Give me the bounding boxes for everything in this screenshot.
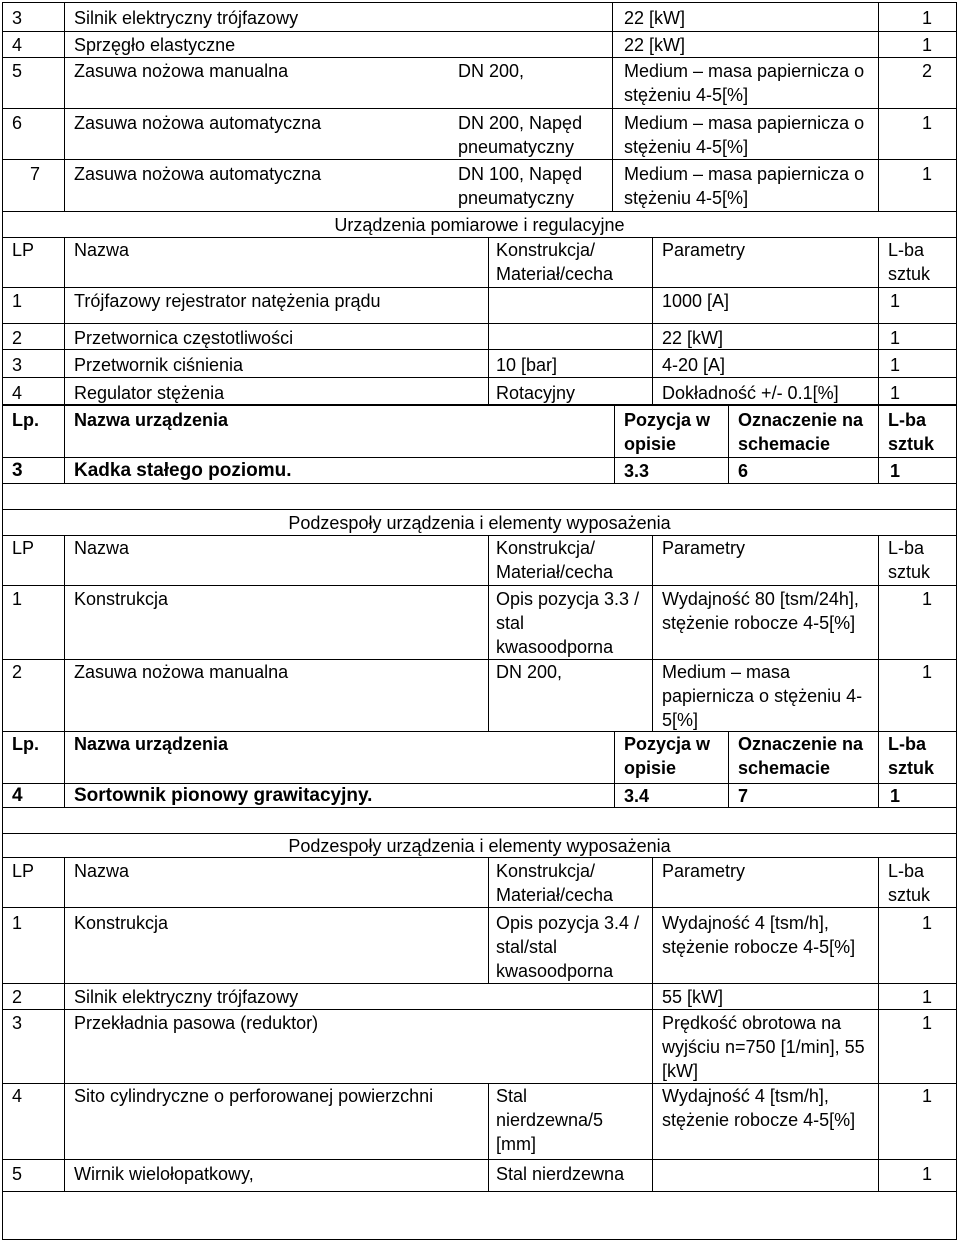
- device-poz: 3.4: [624, 786, 650, 806]
- lp-cell: 2: [12, 328, 23, 348]
- qty-cell: 1: [922, 589, 933, 609]
- header-ozn: Oznaczenie na schemacie: [738, 410, 864, 454]
- device-name: Sortownik pionowy grawitacyjny.: [74, 785, 373, 806]
- qty-cell: 1: [922, 987, 933, 1007]
- header-qty: L-ba sztuk: [888, 734, 935, 778]
- konstr-cell: DN 200,: [458, 61, 525, 81]
- header-ozn: Oznaczenie na schemacie: [738, 734, 864, 778]
- header-qty: L-ba sztuk: [888, 538, 931, 582]
- spacer-row: [2, 484, 957, 510]
- qty-cell: 1: [922, 35, 933, 55]
- header-konstr: Konstrukcja/ Materiał/cecha: [496, 538, 614, 582]
- table-left-border: [2, 2, 3, 1240]
- table-row: [2, 1160, 957, 1192]
- header-param: Parametry: [662, 538, 746, 558]
- table-row: [2, 378, 957, 406]
- table-row: [2, 288, 957, 324]
- name-cell: Sprzęgło elastyczne: [74, 35, 236, 55]
- header-lp: LP: [12, 538, 35, 558]
- device-ozn: 6: [738, 461, 749, 481]
- konstr-cell: DN 200,: [496, 662, 563, 682]
- header-device-name: Nazwa urządzenia: [74, 410, 229, 430]
- konstr-cell: Opis pozycja 3.4 / stal/stal kwasoodporna: [496, 913, 640, 981]
- table-header-row: [2, 238, 957, 288]
- qty-cell: 1: [922, 8, 933, 28]
- table-row: [2, 1010, 957, 1084]
- lp-cell: 1: [12, 291, 23, 311]
- konstr-cell: DN 200, Napęd pneumatyczny: [458, 113, 583, 157]
- qty-cell: 1: [890, 291, 901, 311]
- table-row: [2, 586, 957, 660]
- name-cell: Konstrukcja: [74, 589, 169, 609]
- param-cell: 22 [kW]: [662, 328, 724, 348]
- konstr-cell: Stal nierdzewna/5 [mm]: [496, 1086, 604, 1154]
- table-header-row: [2, 858, 957, 908]
- param-cell: Wydajność 4 [tsm/h], stężenie robocze 4-5[%]: [662, 913, 856, 957]
- param-cell: Medium – masa papiernicza o stężeniu 4-5[%]: [624, 113, 865, 157]
- lp-cell: 4: [12, 1086, 23, 1106]
- lp-cell: 7: [30, 164, 41, 184]
- param-cell: Medium – masa papiernicza o stężeniu 4-5[%]: [624, 164, 865, 208]
- qty-cell: 1: [890, 328, 901, 348]
- param-cell: Medium – masa papiernicza o stężeniu 4-5[%]: [662, 662, 863, 730]
- lp-cell: 2: [12, 662, 23, 682]
- name-cell: Przekładnia pasowa (reduktor): [74, 1013, 319, 1033]
- header-qty: L-ba sztuk: [888, 861, 931, 905]
- konstr-cell: Rotacyjny: [496, 383, 576, 403]
- table-row: [2, 32, 957, 58]
- device-qty: 1: [890, 461, 901, 481]
- table-row: [2, 160, 957, 212]
- name-cell: Sito cylindryczne o perforowanej powierzchni: [74, 1086, 434, 1106]
- header-qty: L-ba sztuk: [888, 410, 935, 454]
- qty-cell: 1: [922, 1086, 933, 1106]
- param-cell: Wydajność 80 [tsm/24h], stężenie robocze 4-5[%]: [662, 589, 859, 633]
- header-qty: L-ba sztuk: [888, 240, 931, 284]
- table-row: [2, 2, 957, 32]
- device-qty: 1: [890, 786, 901, 806]
- param-cell: 22 [kW]: [624, 8, 686, 28]
- lp-cell: 4: [12, 383, 23, 403]
- name-cell: Przetwornik ciśnienia: [74, 355, 244, 375]
- header-lp: Lp.: [12, 734, 39, 754]
- device-header-row: [2, 732, 957, 784]
- name-cell: Silnik elektryczny trójfazowy: [74, 987, 299, 1007]
- qty-cell: 1: [922, 1013, 933, 1033]
- table-row: [2, 984, 957, 1010]
- table-right-border: [956, 2, 957, 1240]
- konstr-cell: 10 [bar]: [496, 355, 558, 375]
- header-lp: Lp.: [12, 410, 39, 430]
- device-poz: 3.3: [624, 461, 650, 481]
- param-cell: 4-20 [A]: [662, 355, 726, 375]
- param-cell: Medium – masa papiernicza o stężeniu 4-5[%]: [624, 61, 865, 105]
- qty-cell: 2: [922, 61, 933, 81]
- param-cell: Dokładność +/- 0.1[%]: [662, 383, 839, 403]
- lp-cell: 3: [12, 355, 23, 375]
- lp-cell: 1: [12, 589, 23, 609]
- konstr-cell: Stal nierdzewna: [496, 1164, 625, 1184]
- empty-row: [2, 1192, 957, 1240]
- lp-cell: 2: [12, 987, 23, 1007]
- lp-cell: 3: [12, 1013, 23, 1033]
- name-cell: Trójfazowy rejestrator natężenia prądu: [74, 291, 381, 311]
- spacer-row: [2, 808, 957, 834]
- header-param: Parametry: [662, 861, 746, 881]
- header-poz: Pozycja w opisie: [624, 410, 711, 454]
- lp-cell: 3: [12, 8, 23, 28]
- qty-cell: 1: [890, 383, 901, 403]
- header-name: Nazwa: [74, 861, 130, 881]
- name-cell: Konstrukcja: [74, 913, 169, 933]
- qty-cell: 1: [922, 913, 933, 933]
- param-cell: 1000 [A]: [662, 291, 730, 311]
- section-title-row: [2, 212, 957, 238]
- header-device-name: Nazwa urządzenia: [74, 734, 229, 754]
- lp-cell: 5: [12, 61, 23, 81]
- name-cell: Zasuwa nożowa automatyczna: [74, 113, 322, 133]
- header-konstr: Konstrukcja/ Materiał/cecha: [496, 240, 614, 284]
- header-lp: LP: [12, 861, 35, 881]
- header-name: Nazwa: [74, 240, 130, 260]
- device-name: Kadka stałego poziomu.: [74, 460, 292, 481]
- lp-cell: 6: [12, 113, 23, 133]
- table-row: [2, 1084, 957, 1160]
- table-row: [2, 109, 957, 160]
- table-header-row: [2, 536, 957, 586]
- device-header-row: [2, 406, 957, 458]
- device-lp: 3: [12, 460, 23, 481]
- header-param: Parametry: [662, 240, 746, 260]
- qty-cell: 1: [922, 113, 933, 133]
- device-row: [2, 458, 957, 484]
- qty-cell: 1: [922, 662, 933, 682]
- konstr-cell: DN 100, Napęd pneumatyczny: [458, 164, 583, 208]
- section-title: Podzespoły urządzenia i elementy wyposażenia: [288, 513, 671, 533]
- name-cell: Zasuwa nożowa manualna: [74, 662, 289, 682]
- section-title: Podzespoły urządzenia i elementy wyposażenia: [288, 836, 671, 856]
- table-row: [2, 908, 957, 984]
- table-row: [2, 660, 957, 732]
- qty-cell: 1: [922, 164, 933, 184]
- device-ozn: 7: [738, 786, 749, 806]
- lp-cell: 5: [12, 1164, 23, 1184]
- param-cell: 55 [kW]: [662, 987, 724, 1007]
- header-poz: Pozycja w opisie: [624, 734, 711, 778]
- name-cell: Wirnik wielołopatkowy,: [74, 1164, 254, 1184]
- name-cell: Silnik elektryczny trójfazowy: [74, 8, 299, 28]
- konstr-cell: Opis pozycja 3.3 / stal kwasoodporna: [496, 589, 640, 657]
- section-title-row: [2, 510, 957, 536]
- lp-cell: 1: [12, 913, 23, 933]
- qty-cell: 1: [890, 355, 901, 375]
- table-row: [2, 324, 957, 350]
- name-cell: Przetwornica częstotliwości: [74, 328, 294, 348]
- section-title-row: [2, 834, 957, 858]
- device-row: [2, 784, 957, 808]
- table-row: [2, 58, 957, 109]
- qty-cell: 1: [922, 1164, 933, 1184]
- header-konstr: Konstrukcja/ Materiał/cecha: [496, 861, 614, 905]
- section-title: Urządzenia pomiarowe i regulacyjne: [334, 215, 625, 235]
- table-row: [2, 350, 957, 378]
- param-cell: Prędkość obrotowa na wyjściu n=750 [1/min], 55 [kW]: [662, 1013, 865, 1081]
- param-cell: Wydajność 4 [tsm/h], stężenie robocze 4-5[%]: [662, 1086, 856, 1130]
- header-lp: LP: [12, 240, 35, 260]
- name-cell: Zasuwa nożowa automatyczna: [74, 164, 322, 184]
- device-lp: 4: [12, 785, 23, 806]
- name-cell: Regulator stężenia: [74, 383, 225, 403]
- lp-cell: 4: [12, 35, 23, 55]
- param-cell: 22 [kW]: [624, 35, 686, 55]
- header-name: Nazwa: [74, 538, 130, 558]
- name-cell: Zasuwa nożowa manualna: [74, 61, 289, 81]
